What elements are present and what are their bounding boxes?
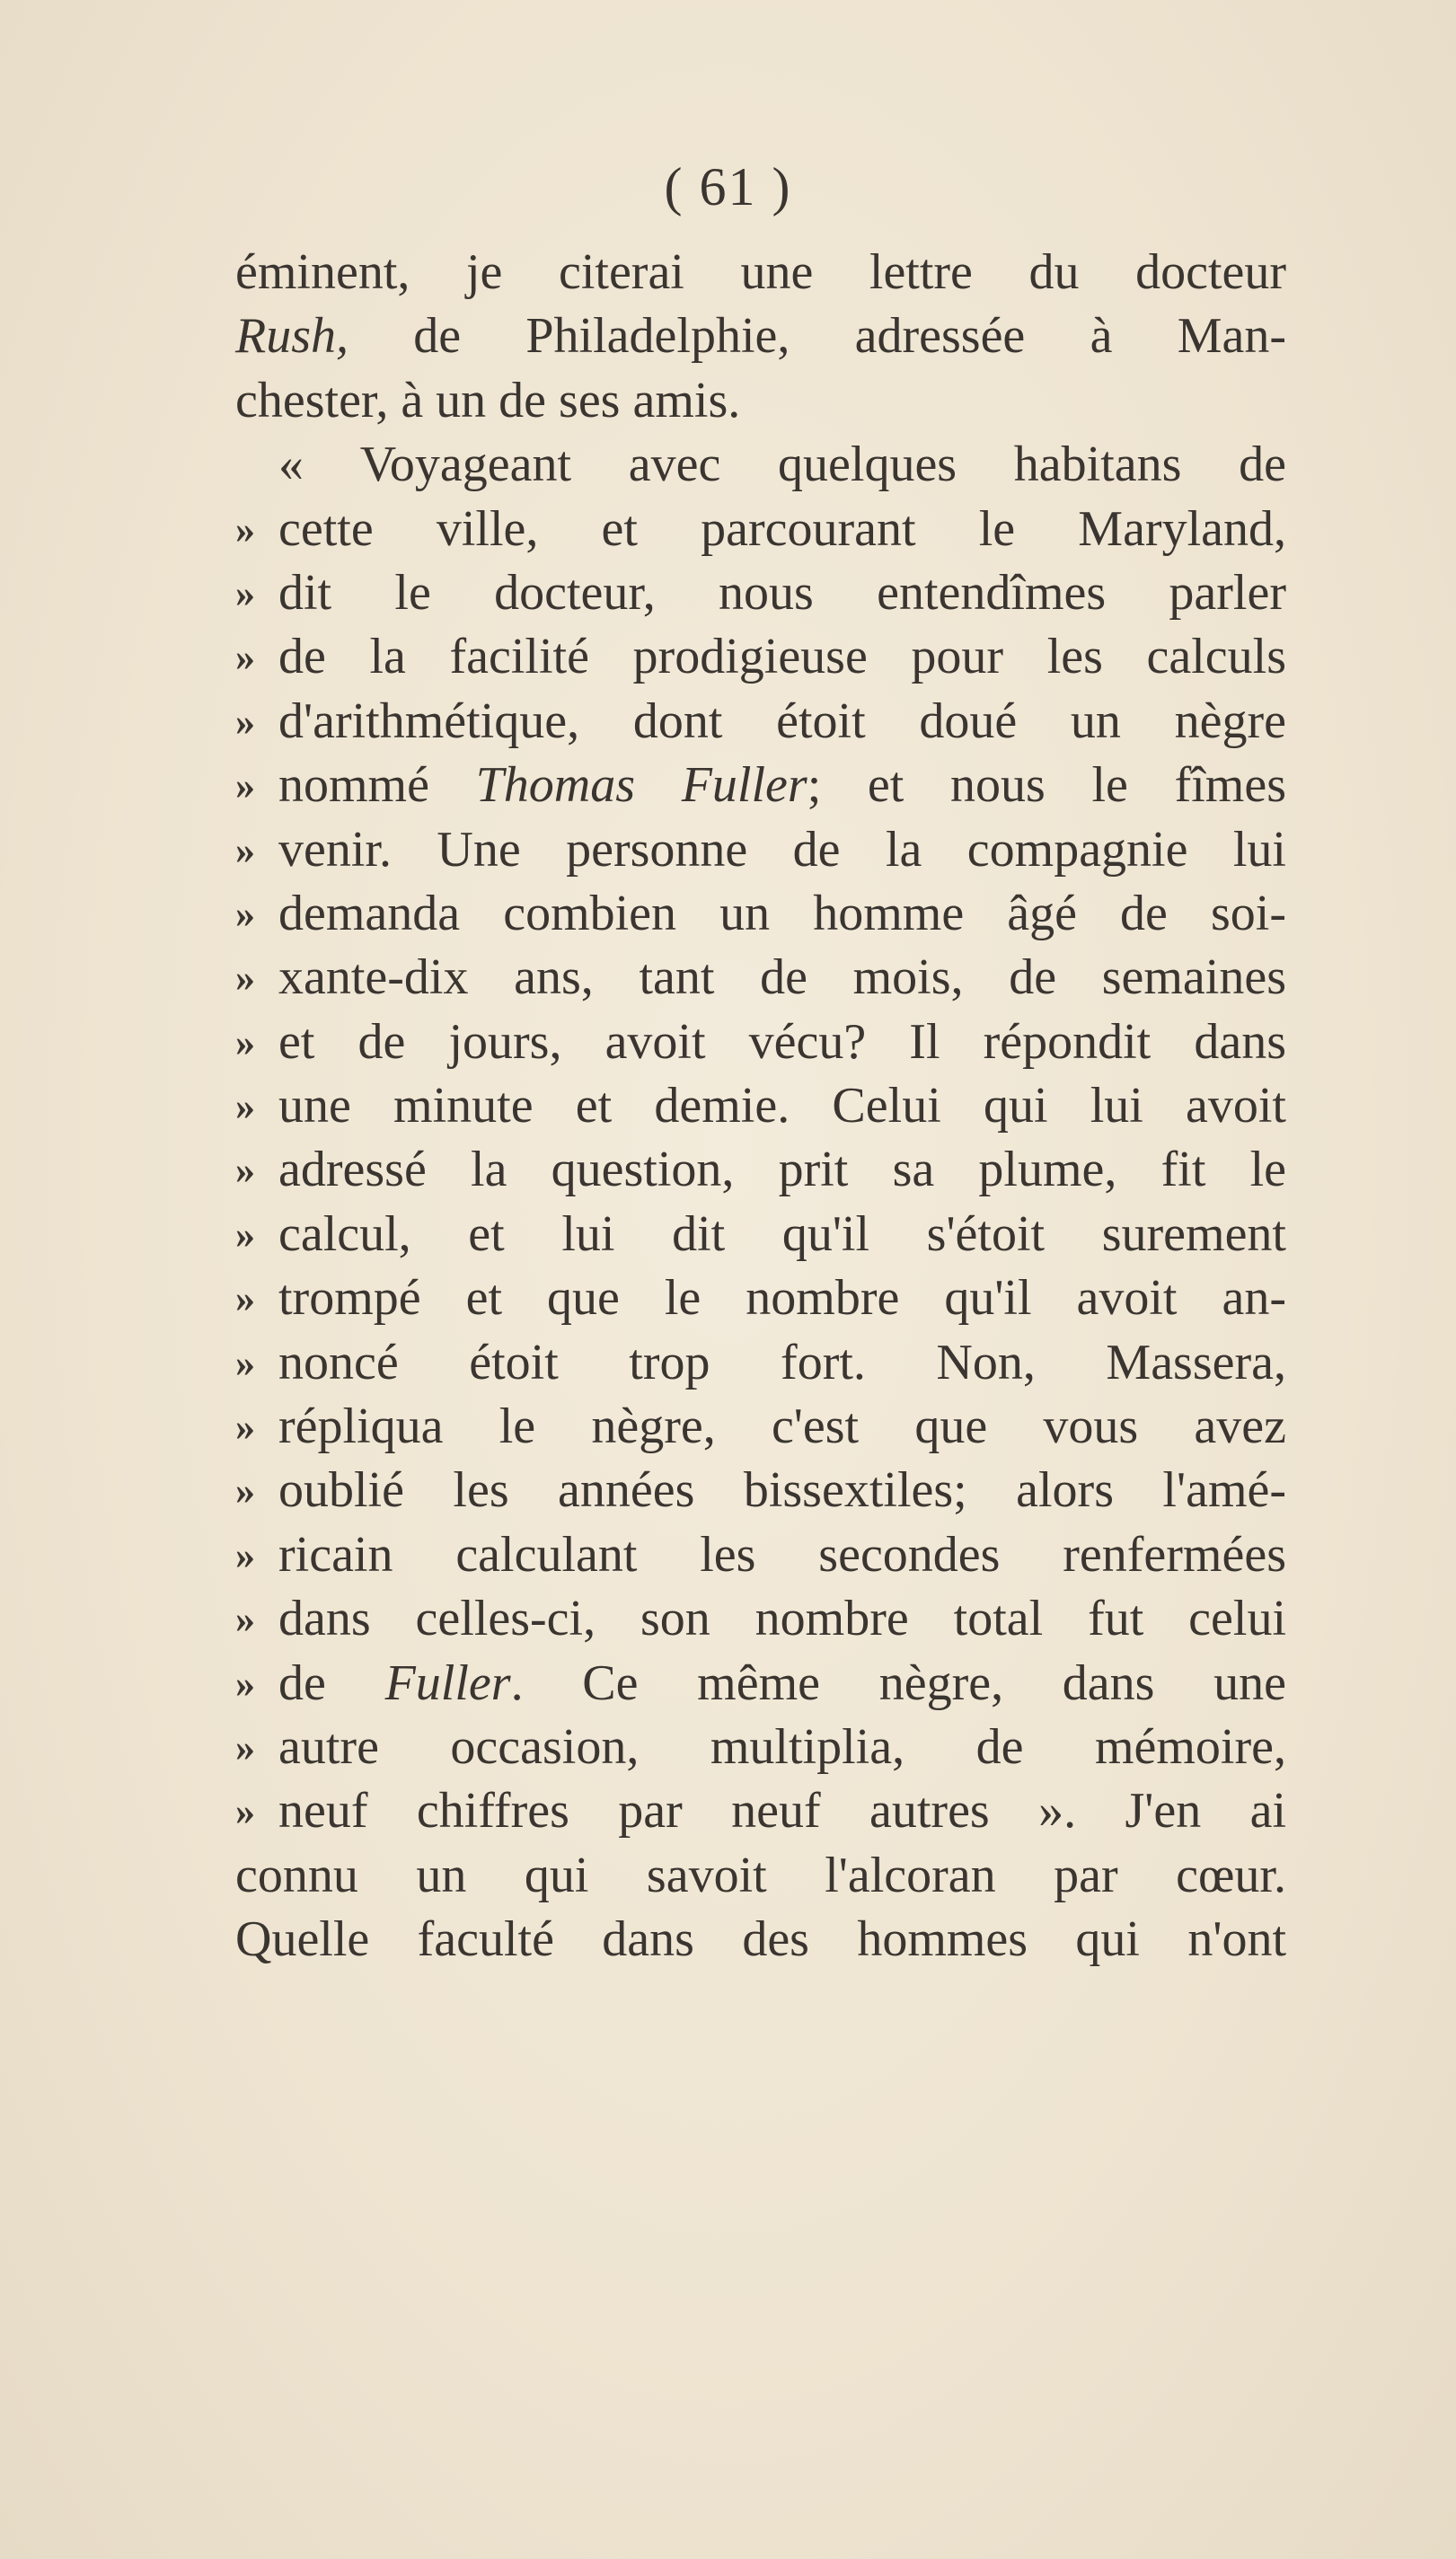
quote-marker: » <box>235 1469 251 1513</box>
quote-marker: » <box>235 1019 251 1064</box>
quoted-line <box>235 625 1286 689</box>
quote-marker: » <box>235 699 251 744</box>
line-text: autre occasion, multiplia, de mémoire, <box>278 1718 1286 1775</box>
quoted-line <box>235 1459 1286 1522</box>
quote-marker: » <box>235 1725 251 1769</box>
quoted-line <box>235 1331 1286 1395</box>
quote-marker: » <box>235 507 251 552</box>
line-text: une minute et demie. Celui qui lui avoit <box>278 1078 1286 1134</box>
text-line <box>235 1908 1286 1972</box>
quote-marker: » <box>235 1148 251 1193</box>
quoted-line <box>235 1523 1286 1587</box>
quoted-line <box>235 1010 1286 1074</box>
line-text: connu un qui savoit l'alcoran par cœur. <box>235 1847 1286 1903</box>
line-text-rest: de Philadelphie, adressée à Man- <box>349 308 1286 365</box>
italic-name: Fuller <box>384 1655 511 1711</box>
page-number: ( 61 ) <box>664 157 792 216</box>
quote-marker: » <box>235 763 251 808</box>
quote-marker: » <box>235 635 251 680</box>
text-line <box>235 433 1286 497</box>
line-text: chester, à un de ses amis. <box>235 372 741 428</box>
text-line <box>235 369 1286 433</box>
line-text: d'arithmétique, dont étoit doué un nègre <box>278 693 1286 749</box>
line-text: répliqua le nègre, c'est que vous avez <box>278 1399 1286 1455</box>
italic-name: Rush, <box>235 308 349 365</box>
line-text: adressé la question, prit sa plume, fit le <box>278 1142 1286 1198</box>
line-text: ricain calculant les secondes renfermées <box>278 1526 1286 1583</box>
quote-marker: » <box>235 1340 251 1385</box>
line-text: « Voyageant avec quelques habitans de <box>278 437 1286 493</box>
line-text: venir. Une personne de la compagnie lui <box>278 821 1286 878</box>
line-text: nommé Thomas Fuller; et nous le fîmes <box>278 757 1286 814</box>
line-text: trompé et que le nombre qu'il avoit an- <box>278 1270 1286 1327</box>
quoted-line <box>235 1716 1286 1779</box>
line-text: calcul, et lui dit qu'il s'étoit surement <box>278 1205 1286 1262</box>
line-text: noncé étoit trop fort. Non, Massera, <box>278 1334 1286 1390</box>
line-text: dans celles-ci, son nombre total fut celui <box>278 1591 1286 1647</box>
quote-marker: » <box>235 1661 251 1706</box>
quote-marker: » <box>235 1405 251 1450</box>
quote-marker: » <box>235 956 251 1001</box>
quoted-line <box>235 1779 1286 1843</box>
quoted-line <box>235 754 1286 817</box>
quoted-line <box>235 1652 1286 1716</box>
quoted-line <box>235 946 1286 1010</box>
quoted-line <box>235 818 1286 882</box>
quoted-line <box>235 1074 1286 1138</box>
text-line <box>235 1844 1286 1908</box>
quote-marker: » <box>235 1212 251 1257</box>
line-text <box>235 304 1286 368</box>
quoted-line <box>235 1266 1286 1330</box>
quote-marker: » <box>235 1789 251 1834</box>
text-line <box>235 241 1286 304</box>
line-text: dit le docteur, nous entendîmes parler <box>278 564 1286 621</box>
quoted-line <box>235 498 1286 561</box>
line-text: de Fuller. Ce même nègre, dans une <box>278 1655 1287 1711</box>
quoted-line <box>235 1138 1286 1202</box>
quoted-line <box>235 1395 1286 1459</box>
line-text: Quelle faculté dans des hommes qui n'ont <box>235 1911 1286 1968</box>
quote-marker: » <box>235 827 251 872</box>
quote-marker: » <box>235 570 251 615</box>
line-text: de la facilité prodigieuse pour les calculs <box>278 629 1286 685</box>
quote-marker: » <box>235 1276 251 1321</box>
line-text: neuf chiffres par neuf autres ». J'en ai <box>278 1783 1286 1840</box>
quoted-line <box>235 690 1286 754</box>
quote-marker: » <box>235 1532 251 1577</box>
quoted-line <box>235 561 1286 625</box>
line-text: et de jours, avoit vécu? Il répondit dans <box>278 1013 1286 1070</box>
line-text: éminent, je citerai une lettre du docteur <box>235 244 1286 300</box>
quoted-line <box>235 882 1286 946</box>
quote-marker: » <box>235 1597 251 1642</box>
quote-marker: » <box>235 1084 251 1129</box>
line-text: oublié les années bissextiles; alors l'amé- <box>278 1462 1286 1519</box>
quote-marker: » <box>235 891 251 936</box>
quoted-line <box>235 1203 1286 1266</box>
text-line <box>235 304 1286 368</box>
line-text: xante-dix ans, tant de mois, de semaines <box>278 949 1286 1006</box>
body-text-block <box>235 241 1286 1972</box>
line-text: cette ville, et parcourant le Maryland, <box>278 500 1286 557</box>
italic-name: Thomas Fuller <box>475 757 807 814</box>
line-text: demanda combien un homme âgé de soi- <box>278 885 1286 941</box>
quoted-line <box>235 1587 1286 1651</box>
